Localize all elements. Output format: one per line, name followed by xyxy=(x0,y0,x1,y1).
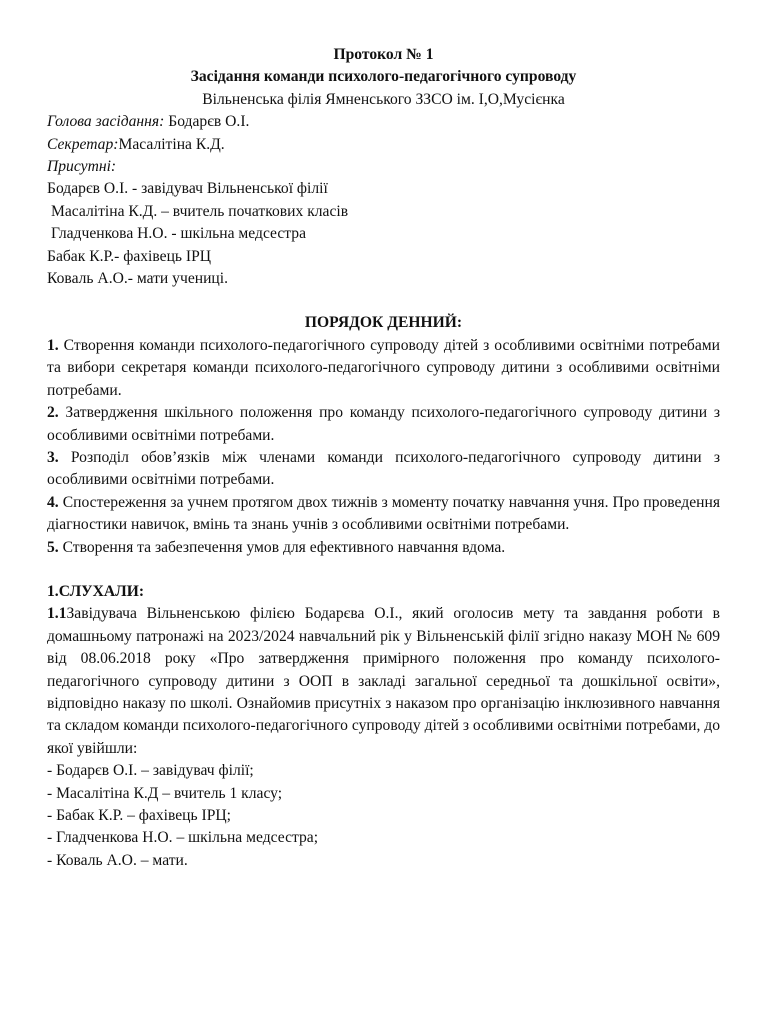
chair-value: Бодарєв О.І. xyxy=(164,113,250,131)
attendee-item: Масалітіна К.Д. – вчитель початкових класів xyxy=(51,202,349,220)
team-member-item: - Бабак К.Р. – фахівець ІРЦ; xyxy=(47,807,231,824)
section-paragraph xyxy=(47,603,720,760)
secretary-line xyxy=(47,134,720,156)
team-member-item: - Масалітіна К.Д – вчитель 1 класу; xyxy=(47,784,283,802)
agenda-item-number: 1. xyxy=(47,336,59,354)
chair-line xyxy=(47,111,720,133)
agenda-list xyxy=(47,335,720,559)
agenda-item-text: Створення команди психолого-педагогічного супроводу дітей з особливими освітніми потребами та вибори секретаря команди психолого-педагогічного супроводу дитини з особливими освітніми потребами. xyxy=(47,336,720,399)
agenda-heading: ПОРЯДОК ДЕННИЙ: xyxy=(304,314,463,332)
agenda-item-text: Затвердження шкільного положення про команду психолого-педагогічного супроводу дитини з особливими освітніми потребами. xyxy=(47,404,720,444)
secretary-label: Секретар: xyxy=(47,135,119,153)
agenda-item-number: 5. xyxy=(47,538,59,556)
agenda-item-number: 2. xyxy=(47,404,59,422)
section-heading-heard: 1.СЛУХАЛИ: xyxy=(47,582,145,600)
agenda-item xyxy=(47,447,720,492)
present-label: Присутні: xyxy=(47,158,117,176)
attendee-item: Гладченкова Н.О. - шкільна медсестра xyxy=(51,225,307,243)
agenda-item-text: Спостереження за учнем протягом двох тижнів з моменту початку навчання учня. Про проведення діагностики навичок, вмінь та знань учнів з особливими освітніми потребами. xyxy=(47,493,720,534)
agenda-item xyxy=(47,335,720,402)
school-name: Вільненська філія Ямненського ЗЗСО ім. І,О,Мусієнка xyxy=(202,90,565,108)
section-item-number: 1.1 xyxy=(47,605,67,623)
agenda-item-number: 4. xyxy=(47,493,59,511)
agenda-item xyxy=(47,492,720,537)
agenda-item-text: Розподіл обов’язків між членами команди психолого-педагогічного супроводу дитини з особливими освітніми потребами. xyxy=(47,448,720,489)
secretary-value: Масалітіна К.Д. xyxy=(118,135,225,153)
team-member-item: - Бодарєв О.І. – завідувач філії; xyxy=(47,762,254,780)
attendee-item: Бодарєв О.І. - завідувач Вільненської філії xyxy=(47,180,328,198)
agenda-item xyxy=(47,402,720,447)
agenda-item xyxy=(47,537,720,559)
attendee-list xyxy=(47,178,720,290)
chair-label: Голова засідання: xyxy=(47,113,165,131)
team-member-item: - Гладченкова Н.О. – шкільна медсестра; xyxy=(47,829,319,847)
protocol-title: Протокол № 1 xyxy=(333,46,434,63)
agenda-item-text: Створення та забезпечення умов для ефективного навчання вдома. xyxy=(58,538,506,556)
team-member-item: - Коваль А.О. – мати. xyxy=(47,851,188,869)
attendee-item: Бабак К.Р.- фахівець ІРЦ xyxy=(47,247,212,265)
team-member-list xyxy=(47,760,720,872)
attendee-item: Коваль А.О.- мати учениці. xyxy=(47,270,229,288)
agenda-item-number: 3. xyxy=(47,448,59,466)
section-item-text: Завідувача Вільненською філією Бодарєва О.І., який оголосив мету та завдання роботи в домашньому патронажі на 2023/2024 навчальний рік у Вільненській філії згідно наказу МОН № 609 від 08.06.2018 року «Про затвердження примірного положення про команду психолого-педагогічного супроводу дитини з ООП в закладі загальної середньої та дошкільної освіти», відповідно наказу по школі. Ознайомив присутніх з наказом про організацію інклюзивного навчання та складом команди психолого-педагогічного супроводу дітей з особливими освітніми потребами, до якої увійшли: xyxy=(47,605,720,757)
protocol-subtitle: Засідання команди психолого-педагогічного супроводу xyxy=(190,68,577,86)
